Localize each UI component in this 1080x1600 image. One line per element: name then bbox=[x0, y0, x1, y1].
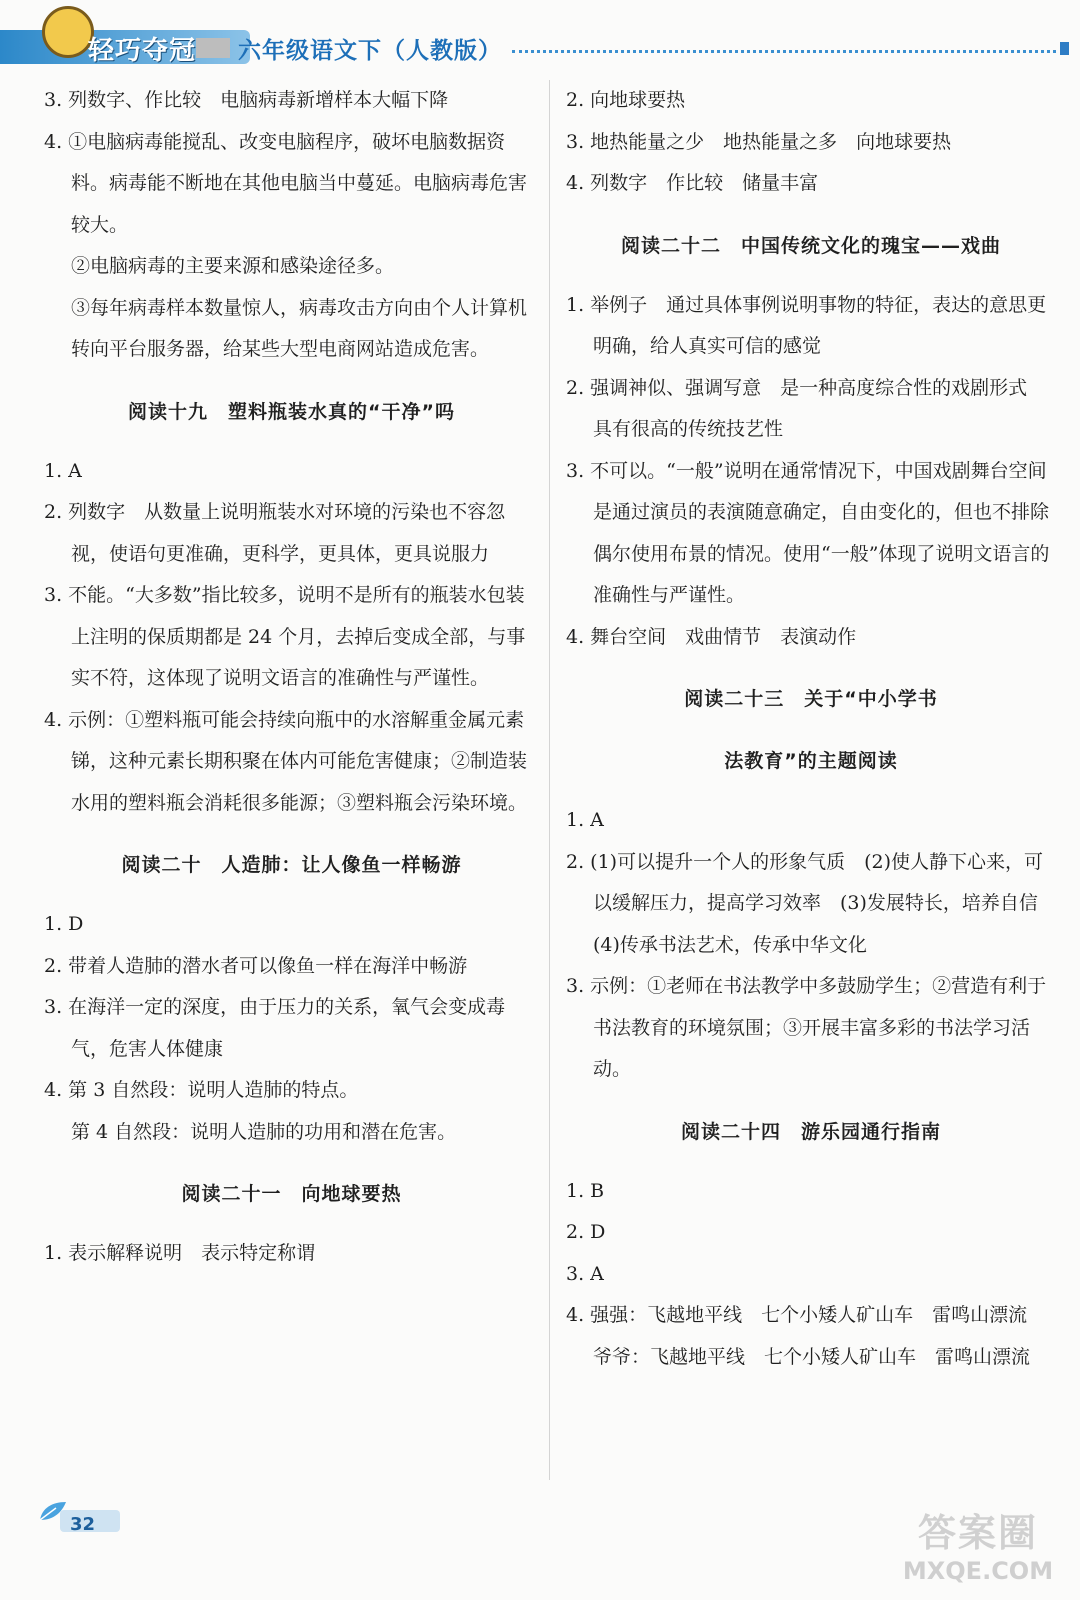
book-title: 六年级语文下（人教版） bbox=[238, 38, 502, 64]
answer-item: 3. A bbox=[566, 1262, 604, 1285]
answer-item: 2. 向地球要热 bbox=[566, 89, 686, 111]
watermark bbox=[888, 1502, 1068, 1594]
watermark-logo: 答案圈 bbox=[917, 1511, 1038, 1555]
answer-item: 3. 不能。“大多数”指比较多，说明不是所有的瓶装水包装上注明的保质期都是 24 个月，去掉后变成全部，与事实不符，这体现了说明文语言的准确性与严谨性。 bbox=[44, 584, 526, 689]
answer-item: 2. D bbox=[566, 1221, 606, 1243]
answer-item: 2. (1)可以提升一个人的形象气质 (2)使人静下心来，可以缓解压力，提高学习效率 (3)发展特长，培养自信 (4)传承书法艺术，传承中华文化 bbox=[566, 850, 1057, 956]
section-title: 阅读二十 人造肺：让人像鱼一样畅游 bbox=[121, 854, 462, 876]
watermark-site: MXQE.COM bbox=[902, 1557, 1054, 1585]
answer-item: 3. 不可以。“一般”说明在通常情况下，中国戏剧舞台空间是通过演员的表演随意确定，自由变化的，但也不排除偶尔使用布景的情况。使用“一般”体现了说明文语言的准确性与严谨性。 bbox=[566, 459, 1050, 606]
section-title: 法教育”的主题阅读 bbox=[724, 750, 898, 772]
answer-item: 第 4 自然段：说明人造肺的功用和潜在危害。 bbox=[71, 1120, 457, 1143]
answer-item: 4. 舞台空间 戏曲情节 表演动作 bbox=[566, 625, 857, 648]
answer-item: 1. D bbox=[44, 913, 84, 935]
answer-item: 3. 在海洋一定的深度，由于压力的关系，氧气会变成毒气，危害人体健康 bbox=[44, 996, 506, 1060]
header-divider-block bbox=[196, 38, 230, 58]
answer-item: 3. 示例：①老师在书法教学中多鼓励学生；②营造有利于书法教育的环境氛围；③开展丰富多彩的书法学习活动。 bbox=[566, 975, 1047, 1080]
header-corner-mark bbox=[1060, 42, 1069, 55]
answer-item: 爷爷：飞越地平线 七个小矮人矿山车 雷鸣山漂流 bbox=[593, 1345, 1031, 1368]
answer-item: 4. 示例：①塑料瓶可能会持续向瓶中的水溶解重金属元素锑，这种元素长期积聚在体内可能危害健康；②制造装水用的塑料瓶会消耗很多能源；③塑料瓶会污染环境。 bbox=[44, 708, 528, 814]
header-dotted-rule bbox=[512, 50, 1056, 53]
page-header bbox=[0, 0, 1080, 72]
section-title: 阅读二十一 向地球要热 bbox=[181, 1183, 402, 1205]
answer-item: 4. 强强：飞越地平线 七个小矮人矿山车 雷鸣山漂流 bbox=[566, 1304, 1028, 1326]
answer-item: 1. A bbox=[44, 459, 82, 482]
section-title: 阅读二十四 游乐园通行指南 bbox=[680, 1120, 941, 1143]
page-number: 32 bbox=[70, 1514, 96, 1535]
answer-item: 4. ①电脑病毒能搅乱、改变电脑程序，破坏电脑数据资料。病毒能不断地在其他电脑当中蔓延。电脑病毒危害较大。 bbox=[44, 130, 528, 236]
answer-item: 4. 第 3 自然段：说明人造肺的特点。 bbox=[44, 1079, 359, 1101]
answer-item: 3. 列数字、作比较 电脑病毒新增样本大幅下降 bbox=[44, 89, 449, 111]
answer-item: 4. 列数字 作比较 储量丰富 bbox=[566, 172, 819, 194]
answer-item: 3. 地热能量之少 地热能量之多 向地球要热 bbox=[566, 130, 952, 153]
series-logo: 轻巧夺冠 bbox=[88, 36, 197, 66]
answer-item: ③每年病毒样本数量惊人，病毒攻击方向由个人计算机转向平台服务器，给某些大型电商网站造成危害。 bbox=[71, 296, 528, 360]
column-divider bbox=[549, 80, 550, 1480]
answer-item: 1. A bbox=[566, 809, 604, 831]
section-title: 阅读十九 塑料瓶装水真的“干净”吗 bbox=[128, 400, 455, 423]
mascot-icon bbox=[42, 6, 94, 58]
section-title: 阅读二十二 中国传统文化的瑰宝——戏曲 bbox=[620, 234, 1001, 257]
leaf-icon bbox=[38, 1500, 68, 1522]
left-column bbox=[44, 80, 539, 1275]
answer-item: 1. B bbox=[566, 1179, 605, 1202]
right-column bbox=[566, 80, 1056, 1378]
answer-item: 2. 强调神似、强调写意 是一种高度综合性的戏剧形式 具有很高的传统技艺性 bbox=[566, 376, 1047, 440]
answer-item: 2. 带着人造肺的潜水者可以像鱼一样在海洋中畅游 bbox=[44, 954, 468, 977]
answer-item: ②电脑病毒的主要来源和感染途径多。 bbox=[71, 255, 395, 277]
section-title: 阅读二十三 关于“中小学书 bbox=[684, 688, 938, 710]
answer-item: 1. 表示解释说明 表示特定称谓 bbox=[44, 1242, 316, 1264]
answer-item: 1. 举例子 通过具体事例说明事物的特征，表达的意思更明确，给人真实可信的感觉 bbox=[566, 293, 1047, 357]
answer-item: 2. 列数字 从数量上说明瓶装水对环境的污染也不容忽视，使语句更准确，更科学，更具体，更具说服力 bbox=[44, 501, 506, 565]
